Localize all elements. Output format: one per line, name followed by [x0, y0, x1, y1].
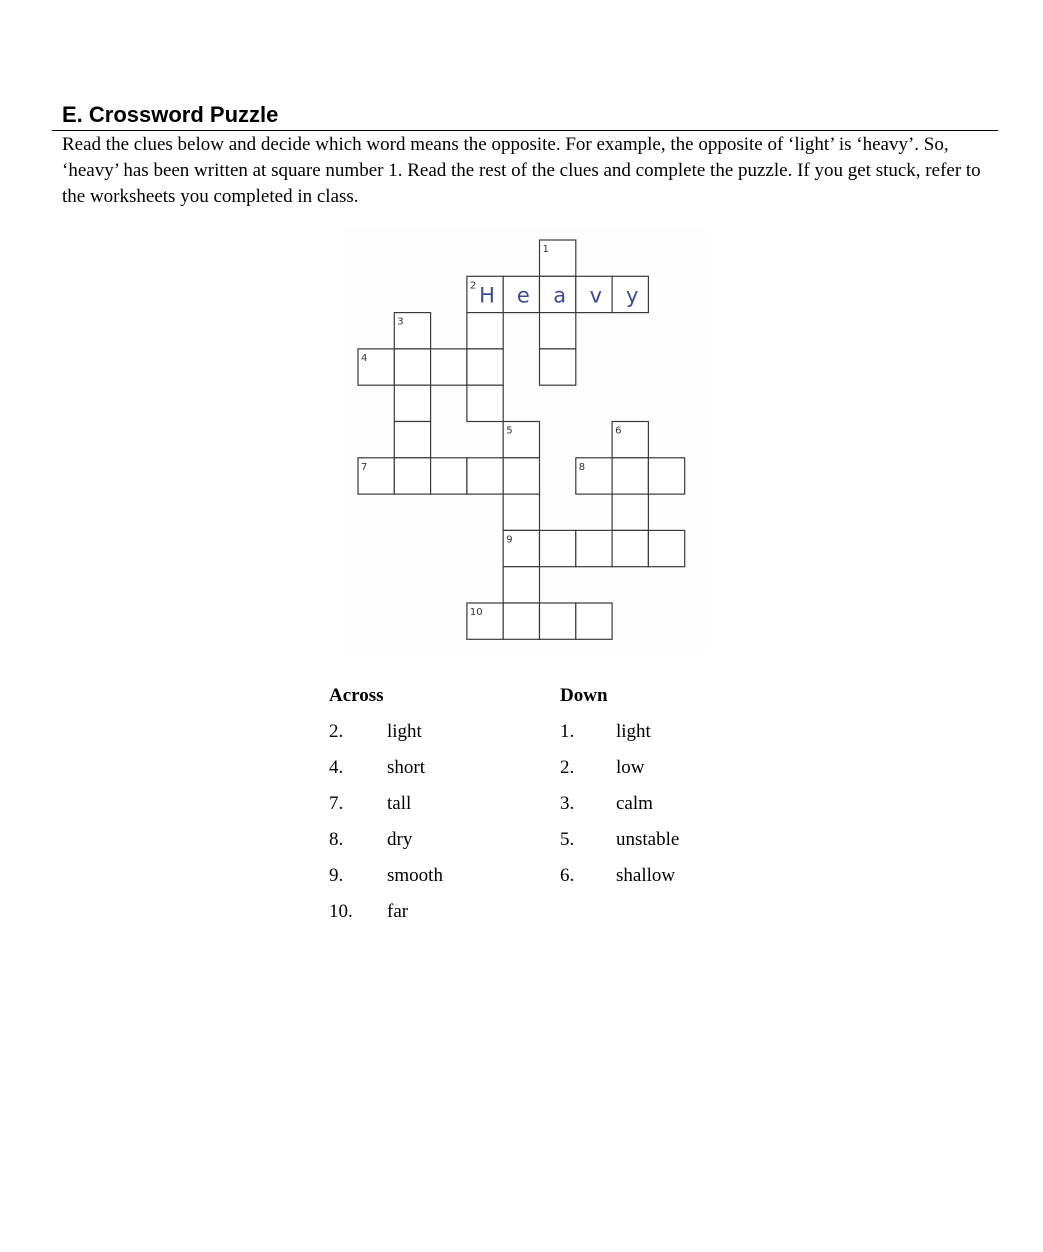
clue-word: dry	[387, 829, 413, 850]
crossword-grid-svg	[345, 230, 705, 655]
grid-cell	[576, 530, 612, 566]
clue-word: light	[387, 721, 422, 742]
across-clue	[329, 828, 443, 864]
grid-cell	[540, 313, 576, 349]
down-heading: Down	[560, 685, 608, 706]
cell-number: 5	[506, 425, 513, 437]
clue-word: calm	[616, 793, 653, 814]
clue-number: 9.	[329, 865, 344, 886]
grid-cell	[394, 458, 430, 494]
across-clue	[329, 792, 443, 828]
cell-number: 8	[578, 461, 586, 473]
grid-cell	[540, 603, 576, 639]
filled-letter: a	[553, 283, 567, 308]
clue-word: unstable	[616, 829, 680, 850]
clue-number: 8.	[329, 829, 344, 850]
down-clue	[560, 828, 679, 864]
across-clue	[329, 900, 443, 936]
grid-cell	[431, 349, 467, 385]
clue-number: 3.	[560, 793, 575, 814]
across-clues	[329, 684, 443, 936]
cell-number: 10	[469, 607, 483, 618]
grid-cell	[394, 422, 430, 458]
grid-cell	[648, 530, 684, 566]
section-title: E. Crossword Puzzle	[62, 102, 279, 127]
grid-cell	[503, 603, 539, 639]
down-clue	[560, 864, 679, 900]
grid-cell	[503, 567, 539, 603]
grid-cell	[612, 458, 648, 494]
grid-cell	[612, 530, 648, 566]
across-clue	[329, 864, 443, 900]
grid-cell	[467, 313, 503, 349]
across-clue	[329, 720, 443, 756]
clue-word: far	[387, 901, 409, 922]
down-clue	[560, 756, 679, 792]
clue-number: 6.	[560, 865, 575, 886]
cell-number: 2	[469, 280, 477, 292]
grid-cell	[467, 458, 503, 494]
grid-cell	[576, 603, 612, 639]
cell-number: 7	[361, 461, 368, 473]
down-clue	[560, 792, 679, 828]
grid-cell	[394, 385, 430, 421]
filled-letter: e	[516, 283, 530, 308]
across-heading: Across	[329, 685, 384, 706]
grid-cell	[648, 458, 684, 494]
down-clue	[560, 720, 679, 756]
grid-cell	[467, 349, 503, 385]
clue-number: 2.	[560, 757, 575, 778]
title-divider	[52, 130, 998, 131]
grid-cell	[612, 494, 648, 530]
down-clues	[560, 684, 679, 900]
filled-letter: H	[479, 283, 495, 308]
filled-letter: y	[625, 283, 639, 308]
clue-number: 7.	[329, 793, 344, 814]
cell-number: 6	[615, 425, 622, 437]
clue-number: 2.	[329, 721, 344, 742]
cell-number: 9	[506, 534, 513, 546]
grid-cell	[394, 349, 430, 385]
cell-number: 1	[542, 244, 549, 255]
grid-cell	[540, 349, 576, 385]
clue-number: 1.	[560, 721, 575, 742]
clue-number: 4.	[329, 757, 344, 778]
clue-word: tall	[387, 793, 412, 814]
clue-word: low	[616, 757, 645, 778]
crossword-grid	[345, 230, 705, 655]
cell-number: 3	[397, 316, 404, 328]
across-clue	[329, 756, 443, 792]
grid-cell	[503, 458, 539, 494]
clue-word: smooth	[387, 865, 443, 886]
grid-cell	[467, 385, 503, 421]
clue-word: short	[387, 757, 425, 778]
grid-cell	[431, 458, 467, 494]
clue-number: 10.	[329, 901, 353, 922]
clue-word: shallow	[616, 865, 676, 886]
grid-cell	[503, 494, 539, 530]
grid-cell	[540, 530, 576, 566]
filled-letter: v	[589, 283, 603, 308]
clue-word: light	[616, 721, 651, 742]
cell-number: 4	[361, 352, 368, 364]
instructions-text: Read the clues below and decide which word means the opposite. For example, the opposite of ‘light’ is ‘heavy’. So, ‘heavy’ has been written at square number 1. Read the rest of the clues and complete the puzzle. If you get stuck, refer to the worksheets you completed in class.	[62, 134, 981, 207]
clue-number: 5.	[560, 829, 575, 850]
